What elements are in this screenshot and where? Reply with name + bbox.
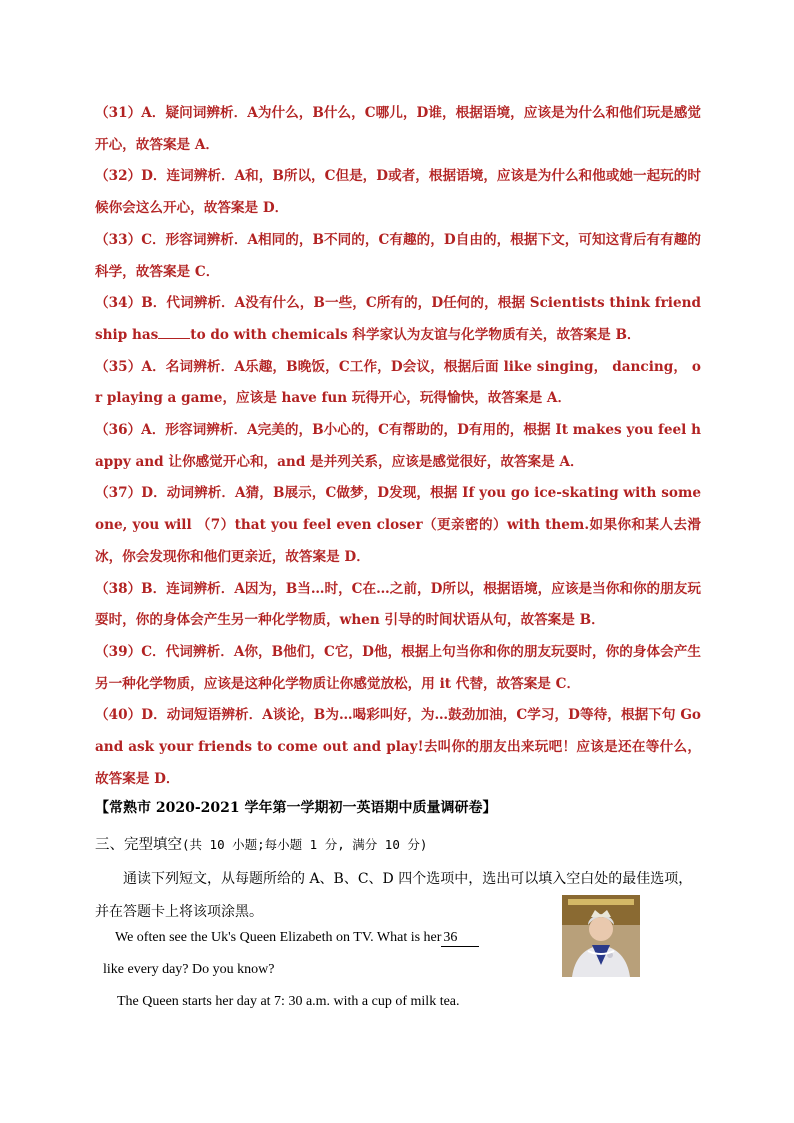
- answer-38: （38）B．连词辨析．A因为，B当…时，C在…之前，D所以，根据语境，应该是当你和你的朋友玩耍时，你的身体会产生另一种化学物质，when 引导的时间状语从句，故答案是 B．: [95, 580, 701, 629]
- section-title: 三、完型填空: [95, 837, 182, 853]
- passage-line-1-text: We often see the Uk's Queen Elizabeth on TV. What is her: [115, 930, 442, 945]
- blank-36: 36: [441, 930, 479, 947]
- answer-39: （39）C．代词辨析．A你，B他们，C它，D他，根据上句当你和你的朋友玩耍时，你的身体会产生另一种化学物质，应该是这种化学物质让你感觉放松，用 it 代替，故答案是 C．: [95, 643, 701, 692]
- answer-34-part1: （34）B．代词辨析．A没有什么，B一些，C所有的，D任何的，根据 Scientists think friendship has: [95, 295, 701, 343]
- exam-source-title: 【常熟市 2020-2021 学年第一学期初一英语期中质量调研卷】: [95, 800, 497, 816]
- answer-34: [95, 288, 701, 351]
- answer-33: （33）C．形容词辨析．A相同的，B不同的，C有趣的，D自由的，根据下文，可知这背后有有趣的科学，故答案是 C．: [95, 231, 701, 280]
- passage-line-1: [115, 930, 479, 947]
- passage-line-2: like every day? Do you know?: [103, 962, 275, 977]
- answer-34-blank: [158, 326, 190, 339]
- instructions: 通读下列短文，从每题所给的 A、B、C、D 四个选项中，选出可以填入空白处的最佳选项，并在答题卡上将该项涂黑。: [95, 871, 693, 920]
- answer-32: （32）D．连词辨析．A和，B所以，C但是，D或者，根据语境，应该是为什么和他或她一起玩的时候你会这么开心，故答案是 D．: [95, 168, 701, 217]
- section-note: (共 10 小题;每小题 1 分, 满分 10 分): [182, 837, 428, 852]
- queen-photo: [562, 895, 640, 977]
- answer-37: （37）D．动词辨析．A猜，B展示，C做梦，D发现，根据 If you go ice-skating with someone, you will （7）that you feel even closer（更亲密的）with them.如果你和某人去滑冰，你会发现你和他们更亲近，故答案是 D．: [95, 485, 701, 565]
- answer-36: （36）A．形容词辨析．A完美的，B小心的，C有帮助的，D有用的，根据 It makes you feel happy and 让你感觉开心和，and 是并列关系，应该是感觉很好，故答案是 A．: [95, 422, 701, 470]
- queen-portrait-icon: [562, 895, 640, 977]
- answer-40: （40）D．动词短语辨析．A谈论，B为…喝彩叫好，为…鼓劲加油，C学习，D等待，根据下句 Go and ask your friends to come out and play!去叫你的朋友出来玩吧！应该是还在等什么，故答案是 D．: [95, 707, 701, 787]
- answer-34-part2: to do with chemicals 科学家认为友谊与化学物质有关，故答案是 B．: [190, 326, 641, 343]
- answer-35: （35）A．名词辨析．A乐趣，B晚饭，C工作，D会议，根据后面 like singing， dancing， or playing a game，应该是 have fun 玩得开心，玩得愉快，故答案是 A．: [95, 358, 701, 407]
- answer-31: （31）A．疑问词辨析．A为什么，B什么，C哪儿，D谁，根据语境，应该是为什么和他们玩是感觉开心，故答案是 A．: [95, 105, 701, 153]
- section-heading: [95, 833, 427, 854]
- answer-explanations: [95, 98, 701, 795]
- passage-line-3: The Queen starts her day at 7: 30 a.m. with a cup of milk tea.: [117, 994, 460, 1009]
